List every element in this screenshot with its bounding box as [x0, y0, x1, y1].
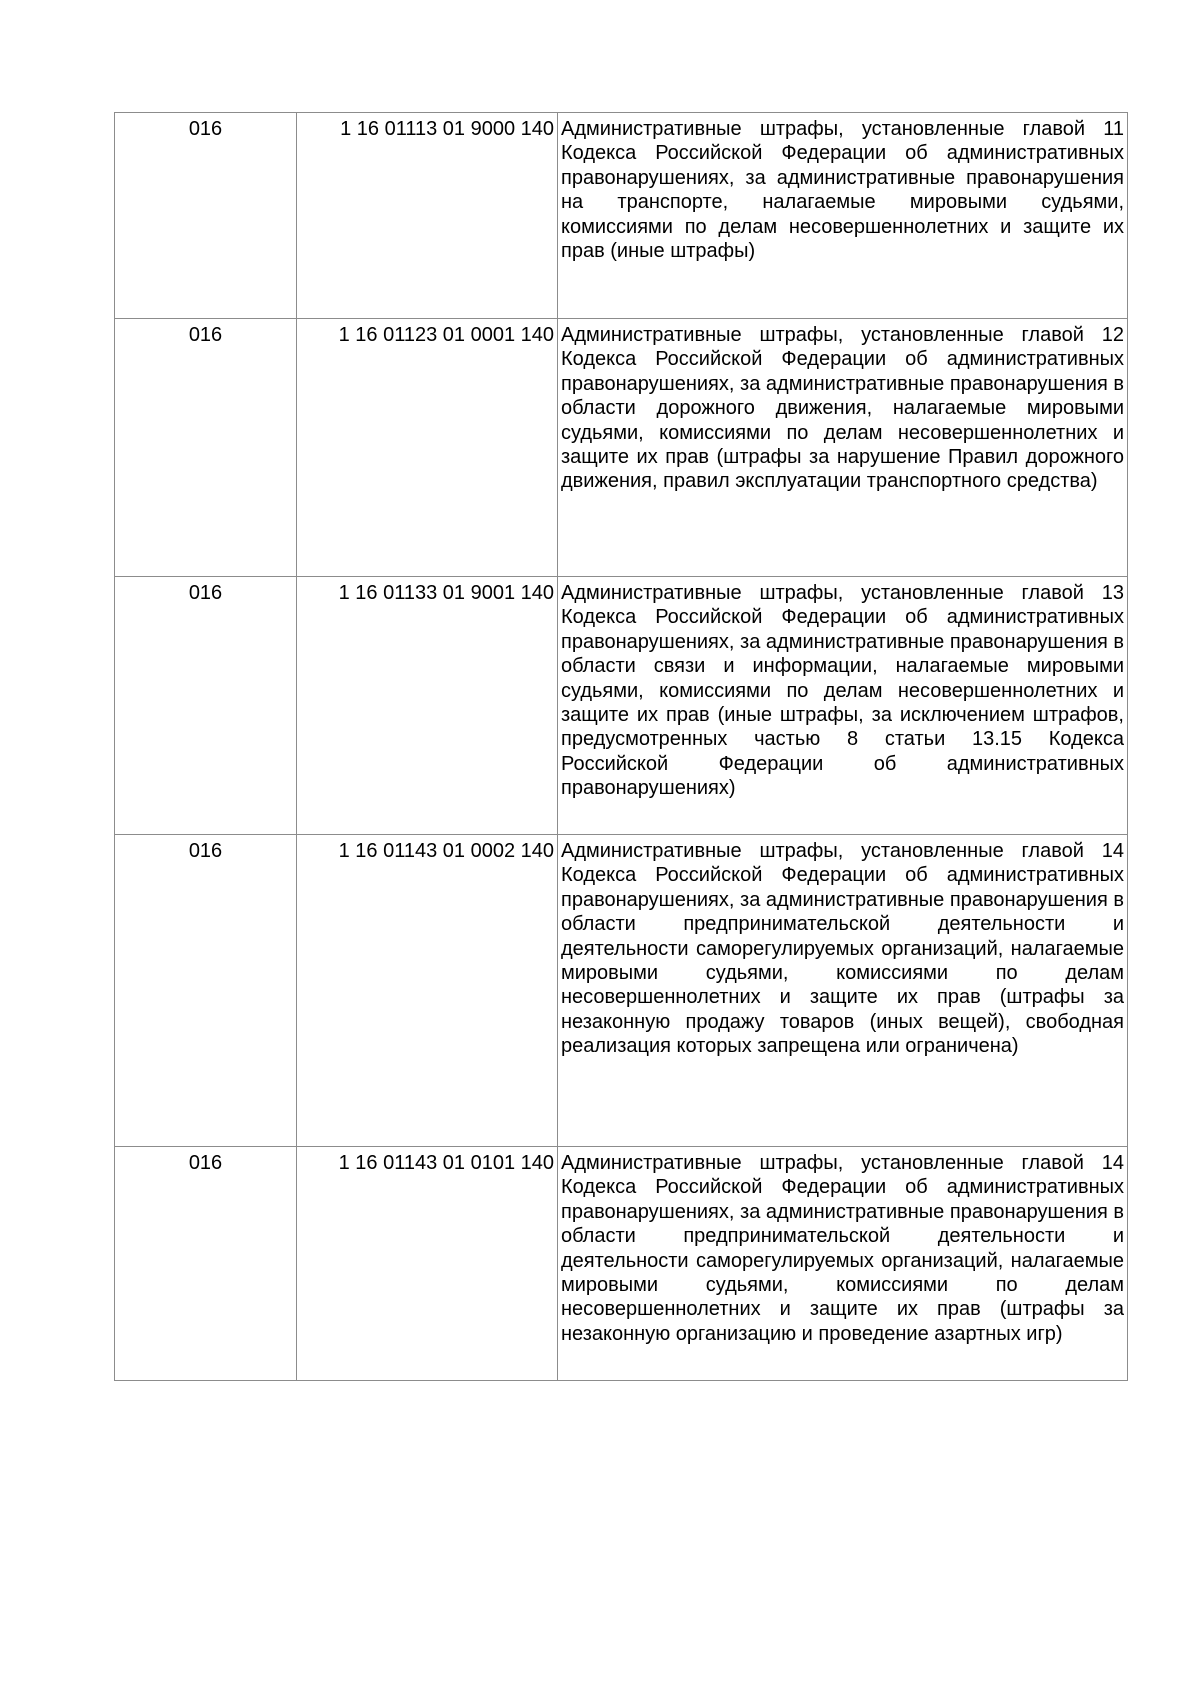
- budget-code-cell: 1 16 01143 01 0002 140: [297, 835, 558, 1147]
- budget-code-cell: 1 16 01133 01 9001 140: [297, 577, 558, 835]
- table-row: [115, 319, 1128, 577]
- budget-code-cell: 1 16 01143 01 0101 140: [297, 1147, 558, 1381]
- description-cell: Административные штрафы, установленные главой 11 Кодекса Российской Федерации об административных правонарушениях, за административные правонарушения на транспорте, налагаемые мировыми судьями, комиссиями по делам несовершеннолетних и защите их прав (иные штрафы): [558, 113, 1128, 319]
- table-row: [115, 577, 1128, 835]
- budget-code-cell: 1 16 01113 01 9000 140: [297, 113, 558, 319]
- admin-code-cell: 016: [115, 577, 297, 835]
- description-cell: Административные штрафы, установленные главой 12 Кодекса Российской Федерации об административных правонарушениях, за административные правонарушения в области дорожного движения, налагаемые мировыми судьями, комиссиями по делам несовершеннолетних и защите их прав (штрафы за нарушение Правил дорожного движения, правил эксплуатации транспортного средства): [558, 319, 1128, 577]
- admin-code-cell: 016: [115, 835, 297, 1147]
- description-cell: Административные штрафы, установленные главой 14 Кодекса Российской Федерации об административных правонарушениях, за административные правонарушения в области предпринимательской деятельности и деятельности саморегулируемых организаций, налагаемые мировыми судьями, комиссиями по делам несовершеннолетних и защите их прав (штрафы за незаконную продажу товаров (иных вещей), свободная реализация которых запрещена или ограничена): [558, 835, 1128, 1147]
- admin-code-cell: 016: [115, 1147, 297, 1381]
- table-row: [115, 1147, 1128, 1381]
- description-cell: Административные штрафы, установленные главой 13 Кодекса Российской Федерации об административных правонарушениях, за административные правонарушения в области связи и информации, налагаемые мировыми судьями, комиссиями по делам несовершеннолетних и защите их прав (иные штрафы, за исключением штрафов, предусмотренных частью 8 статьи 13.15 Кодекса Российской Федерации об административных правонарушениях): [558, 577, 1128, 835]
- table-row: [115, 113, 1128, 319]
- budget-codes-table: [114, 112, 1128, 1381]
- admin-code-cell: 016: [115, 113, 297, 319]
- admin-code-cell: 016: [115, 319, 297, 577]
- table-row: [115, 835, 1128, 1147]
- budget-code-cell: 1 16 01123 01 0001 140: [297, 319, 558, 577]
- description-cell: Административные штрафы, установленные главой 14 Кодекса Российской Федерации об административных правонарушениях, за административные правонарушения в области предпринимательской деятельности и деятельности саморегулируемых организаций, налагаемые мировыми судьями, комиссиями по делам несовершеннолетних и защите их прав (штрафы за незаконную организацию и проведение азартных игр): [558, 1147, 1128, 1381]
